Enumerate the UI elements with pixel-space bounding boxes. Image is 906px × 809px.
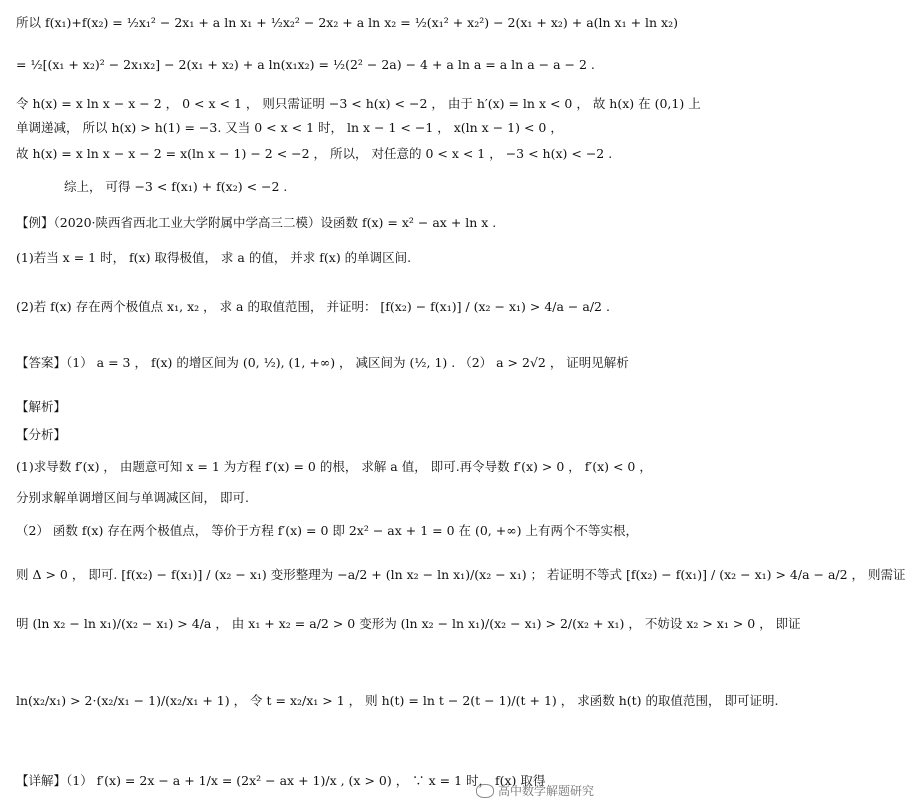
detail-line: 【详解】（1） f′(x) = 2x − a + 1/x = (2x² − ax + 1)/x , (x > 0) ， ∵ x = 1 时， f(x) 取得 <box>16 773 546 788</box>
watermark-text: 高中数学解题研究 <box>497 784 594 798</box>
text-line: 综上， 可得 −3 < f(x₁) + f(x₂) < −2 . <box>64 179 288 194</box>
example-heading: 【例】（2020·陕西省西北工业大学附属中学高三二模）设函数 f(x) = x² − ax + ln x . <box>16 215 497 230</box>
watermark <box>476 782 594 799</box>
question-1: (1)若当 x = 1 时， f(x) 取得极值， 求 a 的值， 并求 f(x) 的单调区间. <box>16 250 412 265</box>
analysis-subheading: 【分析】 <box>16 427 67 442</box>
question-2: (2)若 f(x) 存在两个极值点 x₁, x₂ ， 求 a 的取值范围， 并证明： [f(x₂) − f(x₁)] / (x₂ − x₁) > 4/a − a/2 . <box>16 299 610 314</box>
text-line: 单调递减， 所以 h(x) > h(1) = −3. 又当 0 < x < 1 时， ln x − 1 < −1 ， x(ln x − 1) < 0 ， <box>16 120 563 135</box>
text-line: ln(x₂/x₁) > 2·(x₂/x₁ − 1)/(x₂/x₁ + 1) ， 令 t = x₂/x₁ > 1 ， 则 h(t) = ln t − 2(t − 1)/(t + 1) ， 求函数 h(t) 的取值范围， 即可证明. <box>16 693 779 708</box>
text-line: 分别求解单调增区间与单调减区间， 即可. <box>16 490 249 505</box>
text-line: = ½[(x₁ + x₂)² − 2x₁x₂] − 2(x₁ + x₂) + a ln(x₁x₂) = ½(2² − 2a) − 4 + a ln a = a ln a − a − 2 . <box>16 57 595 72</box>
wechat-icon <box>476 784 494 798</box>
text-line: 故 h(x) = x ln x − x − 2 = x(ln x − 1) − 2 < −2 ， 所以， 对任意的 0 < x < 1 ， −3 < h(x) < −2 . <box>16 146 613 161</box>
text-line: 则 Δ > 0 ， 即可. [f(x₂) − f(x₁)] / (x₂ − x₁) 变形整理为 −a/2 + (ln x₂ − ln x₁)/(x₂ − x₁) ； 若证明不等式 [f(x₂) − f(x₁)] / (x₂ − x₁) > 4/a − a/2 ， 则需证 <box>16 567 906 582</box>
analysis-heading: 【解析】 <box>16 399 67 414</box>
text-line: (1)求导数 f′(x) ， 由题意可知 x = 1 为方程 f′(x) = 0 的根， 求解 a 值， 即可.再令导数 f′(x) > 0 ， f′(x) < 0 ， <box>16 459 652 474</box>
text-line: （2） 函数 f(x) 存在两个极值点， 等价于方程 f′(x) = 0 即 2x² − ax + 1 = 0 在 (0, +∞) 上有两个不等实根， <box>16 523 638 538</box>
text-line: 令 h(x) = x ln x − x − 2 ， 0 < x < 1 ， 则只需证明 −3 < h(x) < −2 ， 由于 h′(x) = ln x < 0 ， 故 h(x) 在 (0,1) 上 <box>16 96 701 111</box>
answer-line: 【答案】（1） a = 3 ， f(x) 的增区间为 (0, ½), (1, +∞) ， 减区间为 (½, 1) . （2） a > 2√2 ， 证明见解析 <box>16 355 629 370</box>
text-line: 所以 f(x₁)+f(x₂) = ½x₁² − 2x₁ + a ln x₁ + ½x₂² − 2x₂ + a ln x₂ = ½(x₁² + x₂²) − 2(x₁ + x₂) + a(ln x₁ + ln x₂) <box>16 15 678 30</box>
text-line: 明 (ln x₂ − ln x₁)/(x₂ − x₁) > 4/a ， 由 x₁ + x₂ = a/2 > 0 变形为 (ln x₂ − ln x₁)/(x₂ − x₁) > 2/(x₂ + x₁) ， 不妨设 x₂ > x₁ > 0 ， 即证 <box>16 616 801 631</box>
